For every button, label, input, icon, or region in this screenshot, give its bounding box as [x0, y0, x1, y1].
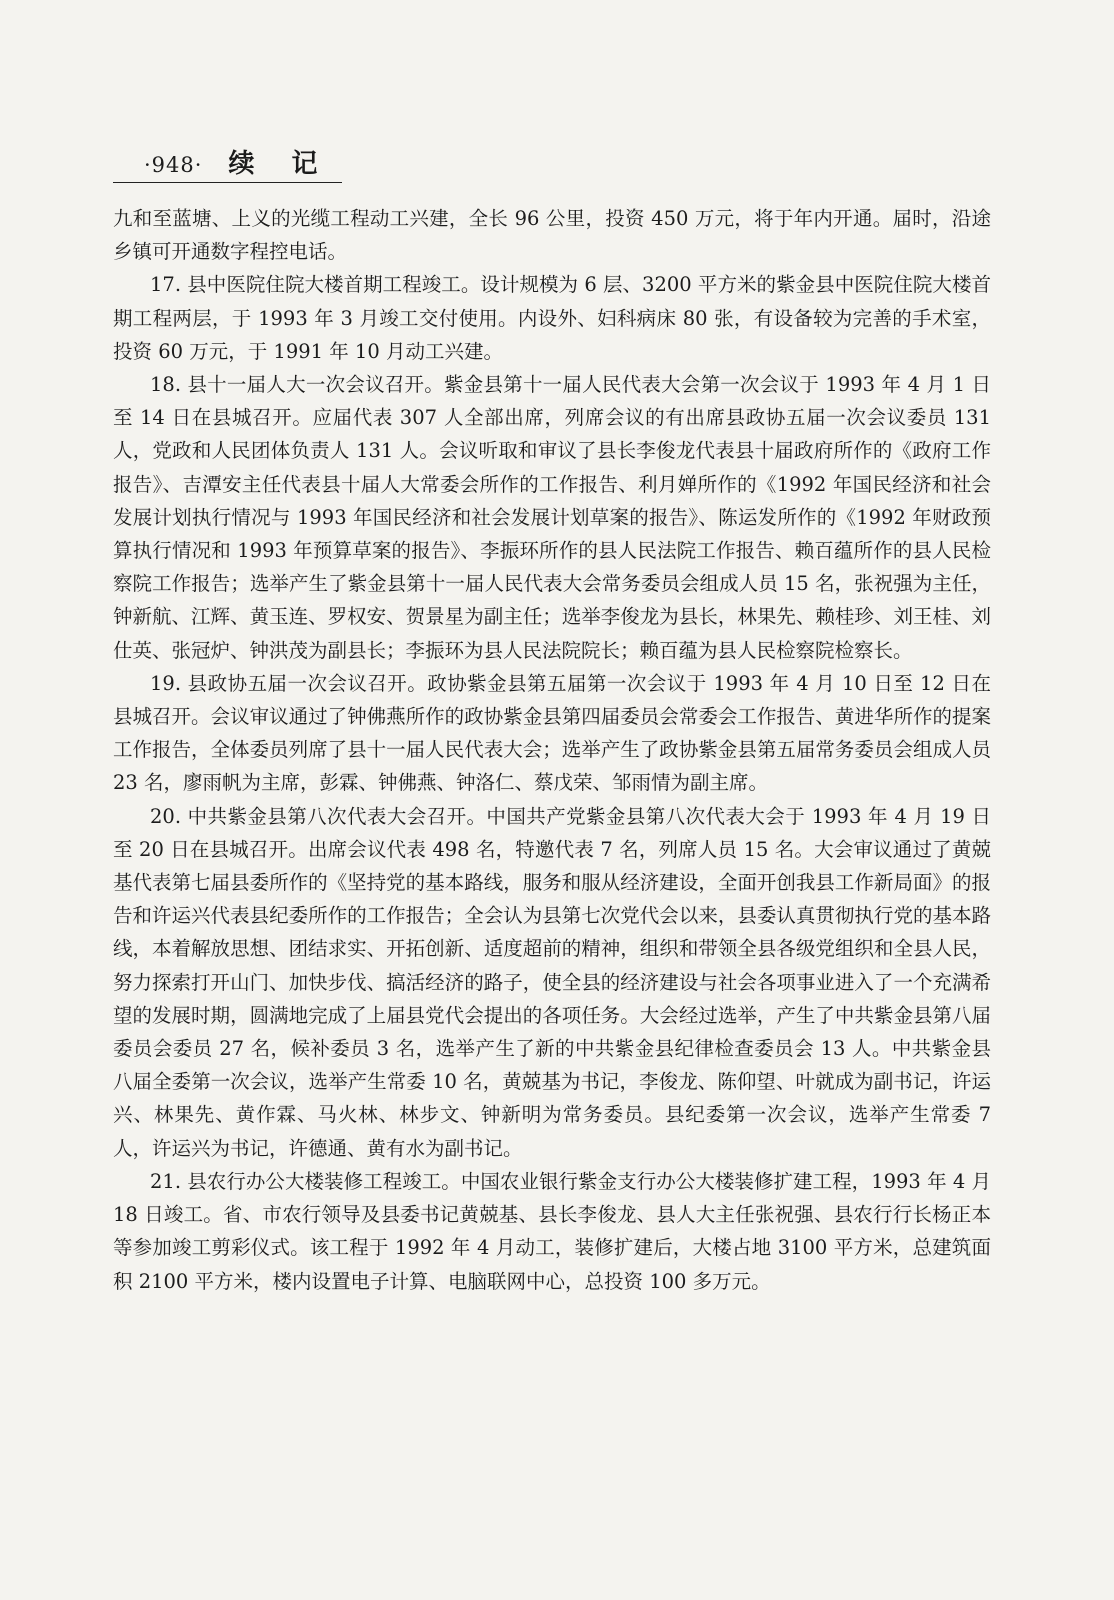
paragraph-item-20: 20. 中共紫金县第八次代表大会召开。中国共产党紫金县第八次代表大会于 1993 年 4 月 19 日至 20 日在县城召开。出席会议代表 498 名，特邀代表 7 名，列席人员 15 名。大会审议通过了黄兢基代表第七届县委所作的《坚持党的基本路线，服务和服从经济建设，全面开创我县工作新局面》的报告和许运兴代表县纪委所作的工作报告；全会认为县第七次党代会以来，县委认真贯彻执行党的基本路线，本着解放思想、团结求实、开拓创新、适度超前的精神，组织和带领全县各级党组织和全县人民，努力探索打开山门、加快步伐、搞活经济的路子，使全县的经济建设与社会各项事业进入了一个充满希望的发展时期，圆满地完成了上届县党代会提出的各项任务。大会经过选举，产生了中共紫金县第八届委员会委员 27 名，候补委员 3 名，选举产生了新的中共紫金县纪律检查委员会 13 人。中共紫金县八届全委第一次会议，选举产生常委 10 名，黄兢基为书记，李俊龙、陈仰望、叶就成为副书记，许运兴、林果先、黄作霖、马火林、林步文、钟新明为常务委员。县纪委第一次会议，选举产生常委 7 人，许运兴为书记，许德通、黄有水为副书记。 [113, 804, 991, 1160]
page-number: ·948· [144, 153, 203, 177]
paragraph-item-19: 19. 县政协五届一次会议召开。政协紫金县第五届第一次会议于 1993 年 4 月 10 日至 12 日在县城召开。会议审议通过了钟佛燕所作的政协紫金县第四届委员会常委会工作报告、黄进华所作的提案工作报告，全体委员列席了县十一届人民代表大会；选举产生了政协紫金县第五届常务委员会组成人员 23 名，廖雨帆为主席，彭霖、钟佛燕、钟洛仁、蔡戊荣、邹雨情为副主席。 [113, 671, 991, 795]
header-rule [113, 182, 342, 183]
section-title: 续 记 [228, 149, 332, 179]
paragraph-continuation: 九和至蓝塘、上义的光缆工程动工兴建，全长 96 公里，投资 450 万元，将于年内开通。届时，沿途乡镇可开通数字程控电话。 [113, 207, 991, 264]
paragraph-item-21: 21. 县农行办公大楼装修工程竣工。中国农业银行紫金支行办公大楼装修扩建工程，1993 年 4 月 18 日竣工。省、市农行领导及县委书记黄兢基、县长李俊龙、县人大主任张祝强、县农行行长杨正本等参加竣工剪彩仪式。该工程于 1992 年 4 月动工，装修扩建后，大楼占地 3100 平方米，总建筑面积 2100 平方米，楼内设置电子计算、电脑联网中心，总投资 100 多万元。 [113, 1169, 991, 1293]
page-header [144, 143, 332, 179]
page-body [113, 202, 991, 1298]
paragraph-item-17: 17. 县中医院住院大楼首期工程竣工。设计规模为 6 层、3200 平方米的紫金县中医院住院大楼首期工程两层，于 1993 年 3 月竣工交付使用。内设外、妇科病床 80 张，有设备较为完善的手术室，投资 60 万元，于 1991 年 10 月动工兴建。 [113, 273, 991, 363]
paragraph-item-18: 18. 县十一届人大一次会议召开。紫金县第十一届人民代表大会第一次会议于 1993 年 4 月 1 日至 14 日在县城召开。应届代表 307 人全部出席，列席会议的有出席县政协五届一次会议委员 131 人，党政和人民团体负责人 131 人。会议听取和审议了县长李俊龙代表县十届政府所作的《政府工作报告》、吉潭安主任代表县十届人大常委会所作的工作报告、利月婵所作的《1992 年国民经济和社会发展计划执行情况与 1993 年国民经济和社会发展计划草案的报告》、陈运发所作的《1992 年财政预算执行情况和 1993 年预算草案的报告》、李振环所作的县人民法院工作报告、赖百蕴所作的县人民检察院工作报告；选举产生了紫金县第十一届人民代表大会常务委员会组成人员 15 名，张祝强为主任，钟新航、江辉、黄玉连、罗权安、贺景星为副主任；选举李俊龙为县长，林果先、赖桂珍、刘王桂、刘仕英、张冠炉、钟洪茂为副县长；李振环为县人民法院院长；赖百蕴为县人民检察院检察长。 [113, 373, 991, 662]
